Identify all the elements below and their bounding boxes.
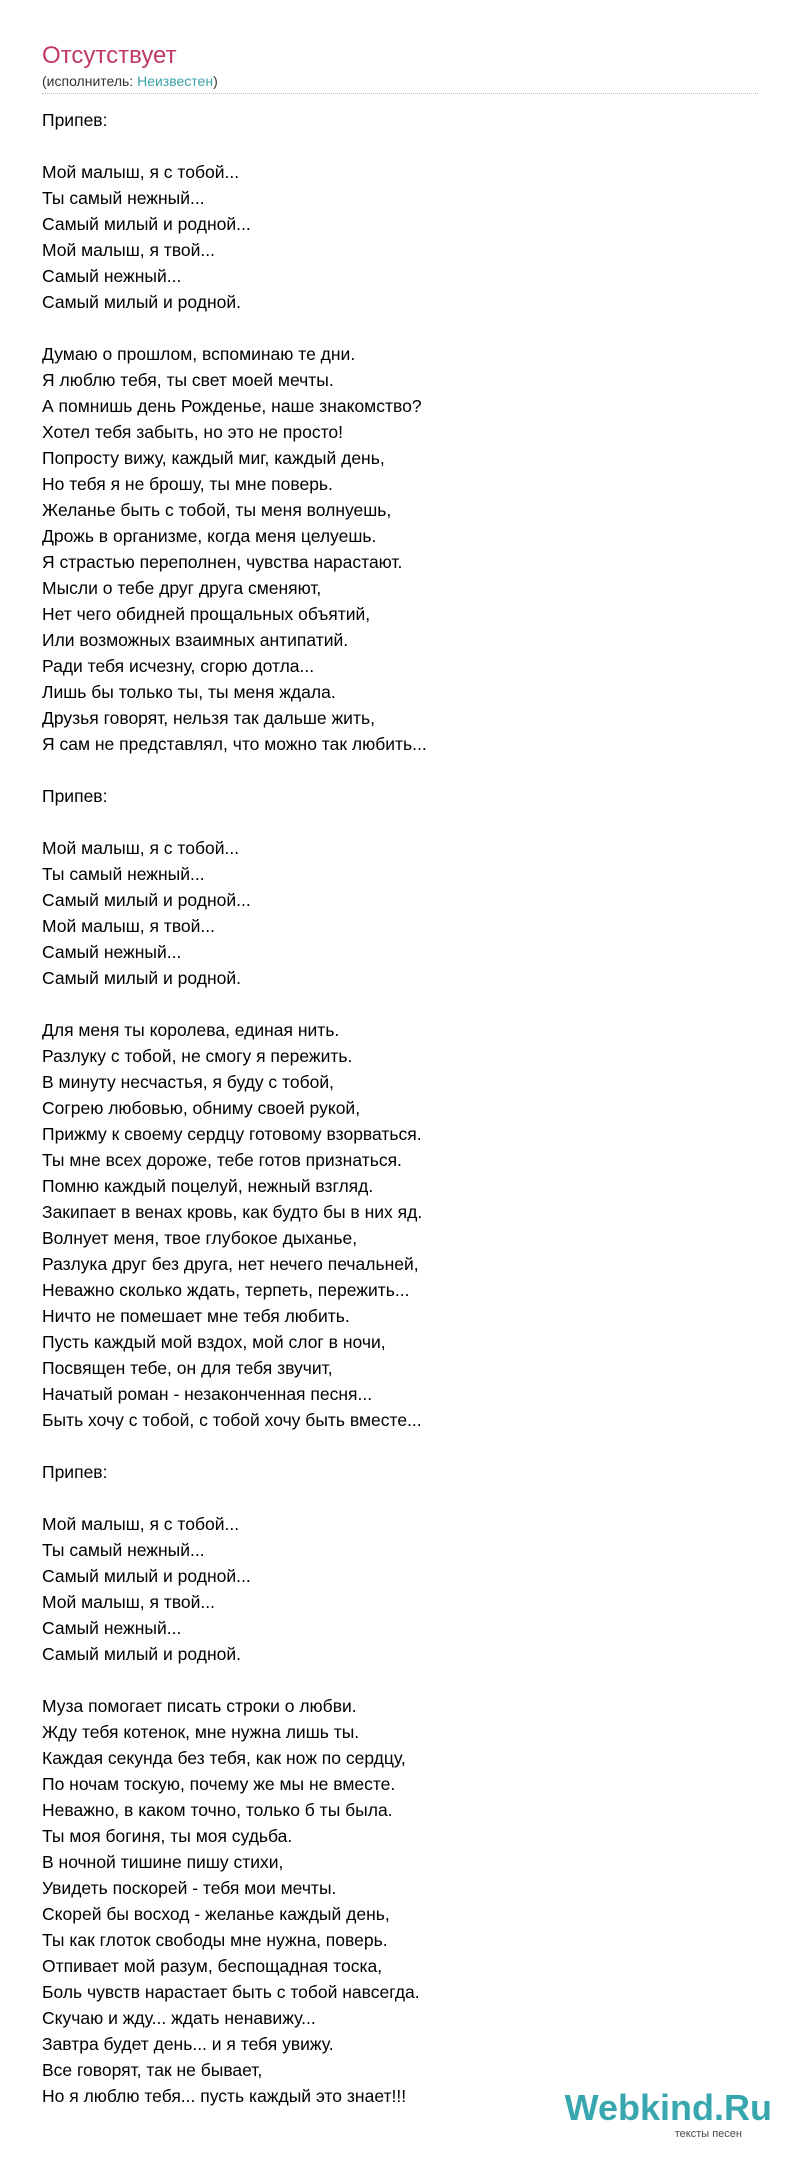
lyric-line: Мой малыш, я твой... [42, 240, 216, 260]
lyric-line: Неважно, в каком точно, только б ты была. [42, 1800, 393, 1820]
lyric-line: Думаю о прошлом, вспоминаю те дни. [42, 344, 356, 364]
lyric-line: Самый милый и родной. [42, 968, 242, 988]
lyric-line: Или возможных взаимных антипатий. [42, 630, 349, 650]
lyric-line: Неважно сколько ждать, терпеть, пережить... [42, 1280, 410, 1300]
lyric-line: Мой малыш, я с тобой... [42, 838, 240, 858]
lyric-line: Ты моя богиня, ты моя судьба. [42, 1826, 293, 1846]
lyric-line: Припев: [42, 110, 108, 130]
lyric-line: Ты самый нежный... [42, 1540, 205, 1560]
lyric-line: Все говорят, так не бывает, [42, 2060, 263, 2080]
song-header [42, 42, 758, 90]
lyric-line: Самый нежный... [42, 942, 182, 962]
lyric-line: Каждая секунда без тебя, как нож по сердцу, [42, 1748, 406, 1768]
lyric-line: Волнует меня, твое глубокое дыханье, [42, 1228, 358, 1248]
lyric-line: Припев: [42, 1462, 108, 1482]
lyrics-body [42, 107, 758, 2109]
lyric-line: Скорей бы восход - желанье каждый день, [42, 1904, 390, 1924]
lyric-line: Но я люблю тебя... пусть каждый это знает!!! [42, 2086, 407, 2106]
lyric-blank-line [42, 809, 758, 835]
lyric-line: Пусть каждый мой вздох, мой слог в ночи, [42, 1332, 386, 1352]
lyric-blank-line [42, 1485, 758, 1511]
lyric-line: Мой малыш, я с тобой... [42, 1514, 240, 1534]
lyric-line: Помню каждый поцелуй, нежный взгляд. [42, 1176, 374, 1196]
lyric-line: Ты самый нежный... [42, 864, 205, 884]
lyric-line: Самый нежный... [42, 1618, 182, 1638]
lyric-blank-line [42, 315, 758, 341]
lyric-line: Я страстью переполнен, чувства нарастают. [42, 552, 403, 572]
lyric-line: Друзья говорят, нельзя так дальше жить, [42, 708, 375, 728]
lyric-line: Я сам не представлял, что можно так любить... [42, 734, 427, 754]
lyric-line: Прижму к своему сердцу готовому взорваться. [42, 1124, 422, 1144]
lyric-line: Мой малыш, я с тобой... [42, 162, 240, 182]
lyric-blank-line [42, 133, 758, 159]
artist-link[interactable]: Неизвестен [137, 73, 214, 89]
lyric-line: Разлуку с тобой, не смогу я пережить. [42, 1046, 353, 1066]
lyric-line: Но тебя я не брошу, ты мне поверь. [42, 474, 333, 494]
lyric-line: Самый милый и родной. [42, 292, 242, 312]
lyric-line: Для меня ты королева, единая нить. [42, 1020, 340, 1040]
header-divider [42, 93, 758, 94]
artist-suffix: ) [213, 73, 218, 89]
artist-line [42, 72, 758, 90]
lyric-line: Ты как глоток свободы мне нужна, поверь. [42, 1930, 388, 1950]
artist-prefix: (исполнитель: [42, 73, 138, 89]
song-title: Отсутствует [42, 42, 177, 69]
lyric-line: Ты самый нежный... [42, 188, 205, 208]
lyric-line: Мой малыш, я твой... [42, 916, 216, 936]
lyric-line: В ночной тишине пишу стихи, [42, 1852, 284, 1872]
lyric-line: Самый нежный... [42, 266, 182, 286]
lyric-line: Ты мне всех дороже, тебе готов признаться. [42, 1150, 402, 1170]
lyric-line: Мой малыш, я твой... [42, 1592, 216, 1612]
watermark-brand: Webkind.Ru [564, 2087, 772, 2128]
lyric-line: Мысли о тебе друг друга сменяют, [42, 578, 322, 598]
lyric-line: Боль чувств нарастает быть с тобой навсегда. [42, 1982, 420, 2002]
lyric-line: В минуту несчастья, я буду с тобой, [42, 1072, 334, 1092]
lyric-line: Скучаю и жду... ждать ненавижу... [42, 2008, 316, 2028]
lyric-line: Ничто не помешает мне тебя любить. [42, 1306, 350, 1326]
lyric-line: Желанье быть с тобой, ты меня волнуешь, [42, 500, 392, 520]
lyric-line: Согрею любовью, обниму своей рукой, [42, 1098, 361, 1118]
lyric-line: Ради тебя исчезну, сгорю дотла... [42, 656, 315, 676]
lyric-line: Дрожь в организме, когда меня целуешь. [42, 526, 377, 546]
lyric-line: Посвящен тебе, он для тебя звучит, [42, 1358, 333, 1378]
lyric-line: Разлука друг без друга, нет нечего печальней, [42, 1254, 419, 1274]
watermark-tagline: тексты песен [674, 2128, 742, 2140]
lyric-line: Припев: [42, 786, 108, 806]
lyric-line: Жду тебя котенок, мне нужна лишь ты. [42, 1722, 360, 1742]
lyric-blank-line [42, 1667, 758, 1693]
lyric-line: Завтра будет день... и я тебя увижу. [42, 2034, 334, 2054]
lyric-line: Самый милый и родной... [42, 214, 251, 234]
lyric-line: Начатый роман - незаконченная песня... [42, 1384, 373, 1404]
lyric-line: Самый милый и родной... [42, 1566, 251, 1586]
site-watermark-logo [564, 2087, 772, 2144]
lyric-line: Закипает в венах кровь, как будто бы в них яд. [42, 1202, 423, 1222]
lyric-line: Муза помогает писать строки о любви. [42, 1696, 357, 1716]
lyric-line: Я люблю тебя, ты свет моей мечты. [42, 370, 334, 390]
lyric-line: Хотел тебя забыть, но это не просто! [42, 422, 343, 442]
lyric-line: Увидеть поскорей - тебя мои мечты. [42, 1878, 337, 1898]
lyric-line: Нет чего обидней прощальных объятий, [42, 604, 371, 624]
lyric-line: Самый милый и родной. [42, 1644, 242, 1664]
lyric-line: Быть хочу с тобой, с тобой хочу быть вместе... [42, 1410, 422, 1430]
lyric-line: По ночам тоскую, почему же мы не вместе. [42, 1774, 396, 1794]
lyric-line: Самый милый и родной... [42, 890, 251, 910]
lyric-blank-line [42, 991, 758, 1017]
lyric-blank-line [42, 1433, 758, 1459]
lyric-line: Попросту вижу, каждый миг, каждый день, [42, 448, 385, 468]
lyric-line: А помнишь день Рожденье, наше знакомство? [42, 396, 422, 416]
lyric-line: Лишь бы только ты, ты меня ждала. [42, 682, 336, 702]
lyric-blank-line [42, 757, 758, 783]
lyric-line: Отпивает мой разум, беспощадная тоска, [42, 1956, 383, 1976]
